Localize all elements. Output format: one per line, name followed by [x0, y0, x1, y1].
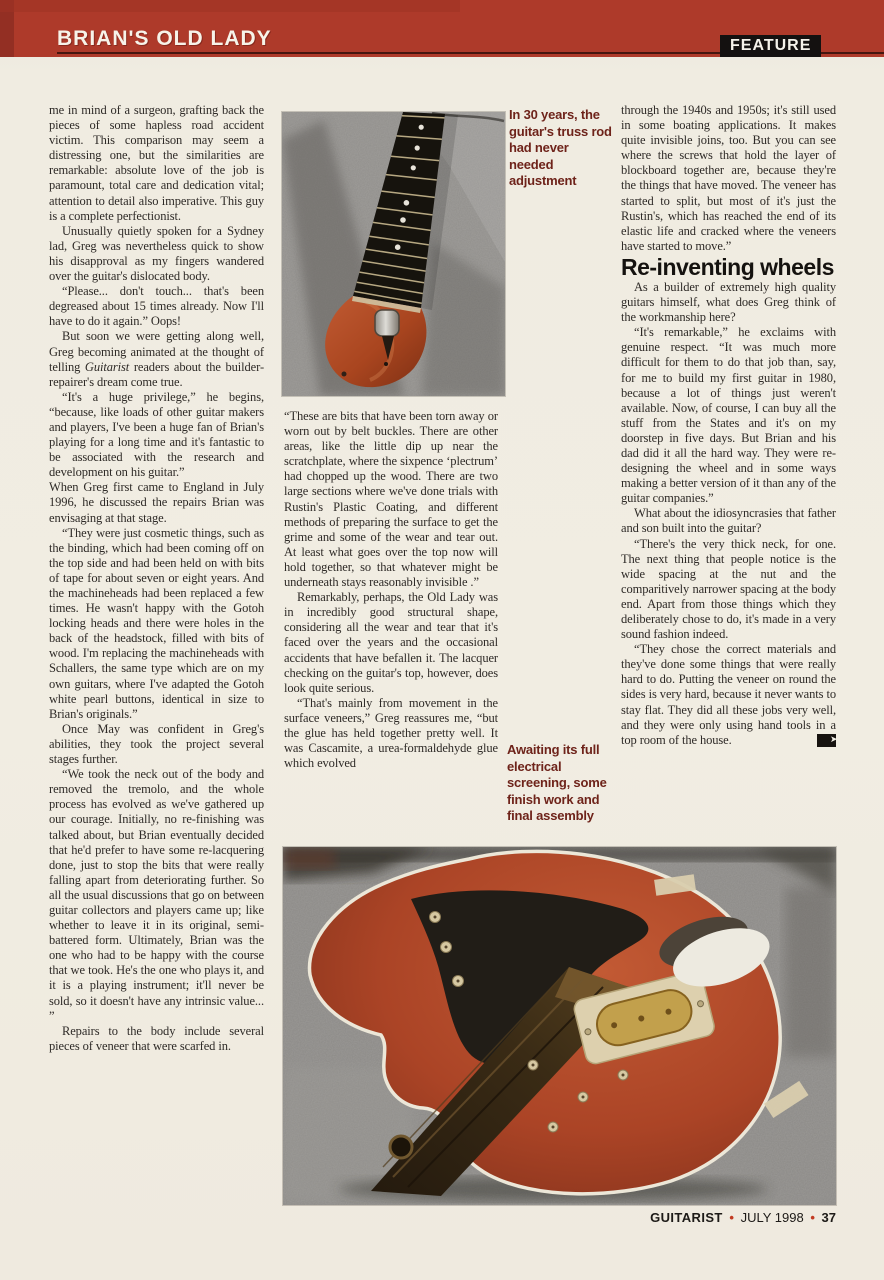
paragraph: “It's a huge privilege,” he begins, “because, like loads of other guitar makers and players, I've been a huge fan of Brian's playing for a long time and it's fantastic to be associated with the research and development on his guitar.”	[49, 389, 264, 480]
guitar-neck-photo	[282, 112, 505, 396]
paragraph-text: But soon we were getting along well, Greg becoming animated at the thought of telling	[49, 329, 264, 374]
paragraph: Repairs to the body include several pieces of veneer that were scarfed in.	[49, 1023, 264, 1053]
paragraph: “Please... don't touch... that's been degreased about 15 times already. Now I'll have to do it again.” Oops!	[49, 284, 264, 329]
guitar-body-photo	[283, 847, 836, 1205]
page-number: 37	[821, 1210, 836, 1225]
column-1	[49, 103, 264, 1054]
paragraph: “These are bits that have been torn away or worn out by belt buckles. There are other areas, like the little dip up near the scratchplate, where the sixpence ‘plectrum’ had chopped up the wood. There are two large sections where we've done trials with Rustin's Plastic Coating, and different methods of preparing the surface to get the grime and some of the wear and tear out. At least what goes over the top now will hold together, so that whatever might be underneath stays reasonably invisible .”	[284, 409, 498, 590]
photo-caption-1: In 30 years, the guitar's truss rod had never needed adjustment	[509, 107, 612, 188]
page-title: BRIAN'S OLD LADY	[57, 27, 272, 50]
paragraph: Unusually quietly spoken for a Sydney lad, Greg was nevertheless quick to show his disapproval as my fingers wandered over the guitar's dislocated body.	[49, 223, 264, 284]
feature-badge-label: FEATURE	[730, 37, 812, 54]
paragraph: When Greg first came to England in July 1996, he discussed the repairs Brian was envisaging at that stage.	[49, 480, 264, 525]
paragraph: through the 1940s and 1950s; it's still used in some boating applications. It makes quite invisible joins, too. But you can see where the screws that hold the layer of blockboard together are, because they're the things that have moved. The veneer has started to split, but most of it's just the Rustin's, which has reached the end of its elastic life and cracked where the veneers have started to move.”	[621, 103, 836, 253]
magazine-name: GUITARIST	[650, 1210, 723, 1225]
photo-caption-2: Awaiting its full electrical screening, some finish work and final assembly	[507, 742, 607, 823]
paragraph: What about the idiosyncrasies that father and son built into the guitar?	[621, 506, 836, 536]
paragraph: “We took the neck out of the body and removed the tremolo, and the whole process has evolved as we've gathered up our courage. Initially, no re-finishing was talked about, but Brian eventually decided that he'd prefer to have some re-lacquering done, just to stop the bits that were really falling apart from deteriorating further. So all the usual discussions that go on between guitar collectors and players came up; like whether to leave it in its original, semi-battered form. Ultimately, Brian was the one who had to be happy with the course that we took. He's the one who plays it, and it is a playing instrument; it'll never be sold, so it doesn't have any intrinsic value... ”	[49, 767, 264, 1023]
paragraph: “That's mainly from movement in the surface veneers,” Greg reassures me, “but the glue has held together pretty well. It was Cascamite, a urea-formaldehyde glue which evolved	[284, 695, 498, 771]
section-heading: Re-inventing wheels	[621, 253, 834, 280]
paragraph	[49, 329, 264, 389]
paragraph-text: readers about the builder-repairer's dream come true.	[49, 359, 265, 389]
continuation-arrow-icon: ➤	[817, 734, 836, 747]
footer-bullet-icon: •	[810, 1210, 815, 1225]
column-2	[284, 409, 498, 771]
paragraph: me in mind of a surgeon, grafting back the pieces of some hapless road accident victim. This comparison may seem a distressing one, but the similarities are remarkable: absolute love of the job is paramount, total care and dedication vital; attention to detail also imperative. This guy is a complete perfectionist.	[49, 103, 264, 223]
paragraph: As a builder of extremely high quality guitars himself, what does Greg think of the workmanship here?	[621, 279, 836, 325]
paragraph: Once May was confident in Greg's abilities, they took the project several stages further.	[49, 721, 264, 767]
guitar-body-illustration	[283, 847, 836, 1205]
paragraph: “They were just cosmetic things, such as the binding, which had been coming off on the top side and had been held on with bits of tape for about seven or eight years. And the machineheads had been replaced a few times. He wasn't happy with the Gotoh locking heads and there were holes in the back of the headstock, filled with bits of wood. I'm replacing the machineheads with Schallers, the same type which are on my own guitars, where I've adapted the Gotoh white pearl buttons, identical in size to Brian's originals.”	[49, 525, 264, 721]
paragraph: “There's the very thick neck, for one. The next thing that people notice is the wide spacing at the nut and the comparitively narrower spacing at the body end. Apart from those things which they deliberately chose to do, it's made in a very sound fashion indeed.	[621, 536, 836, 642]
magazine-name-italic: Guitarist	[84, 359, 130, 374]
column-3	[621, 103, 836, 748]
paragraph: “It's remarkable,” he exclaims with genuine respect. “It was much more difficult for them to do that job than, say, for me to build my first guitar in 1980, because a lot of things just weren't available. Now, of course, I can buy all the stuff from the States and it's on my doorstep in five days. But Brian and his dad did it all the hard way. They were re-designing the wheel and in some ways making a better version of it than any of the guitar companies.”	[621, 325, 836, 506]
paragraph: Remarkably, perhaps, the Old Lady was in incredibly good structural shape, considering all the wear and tear that it's faced over the years and the occasional accidents that have befallen it. The lacquer checking on the guitar's top, however, does look quite serious.	[284, 590, 498, 695]
paragraph	[621, 642, 836, 748]
banner-shade	[0, 0, 460, 12]
issue-date: JULY 1998	[740, 1210, 804, 1225]
footer-bullet-icon: •	[729, 1210, 734, 1225]
feature-badge	[720, 35, 821, 57]
page-footer	[436, 1210, 836, 1225]
guitar-neck-illustration	[282, 112, 505, 396]
paragraph-text: “They chose the correct materials and they've done some things that were really hard to do. Putting the veneer on round the sides is very hard, because it never wants to stay flat. They did all these jobs very well, and they were only using hand tools in a top room of the house.	[621, 642, 836, 747]
